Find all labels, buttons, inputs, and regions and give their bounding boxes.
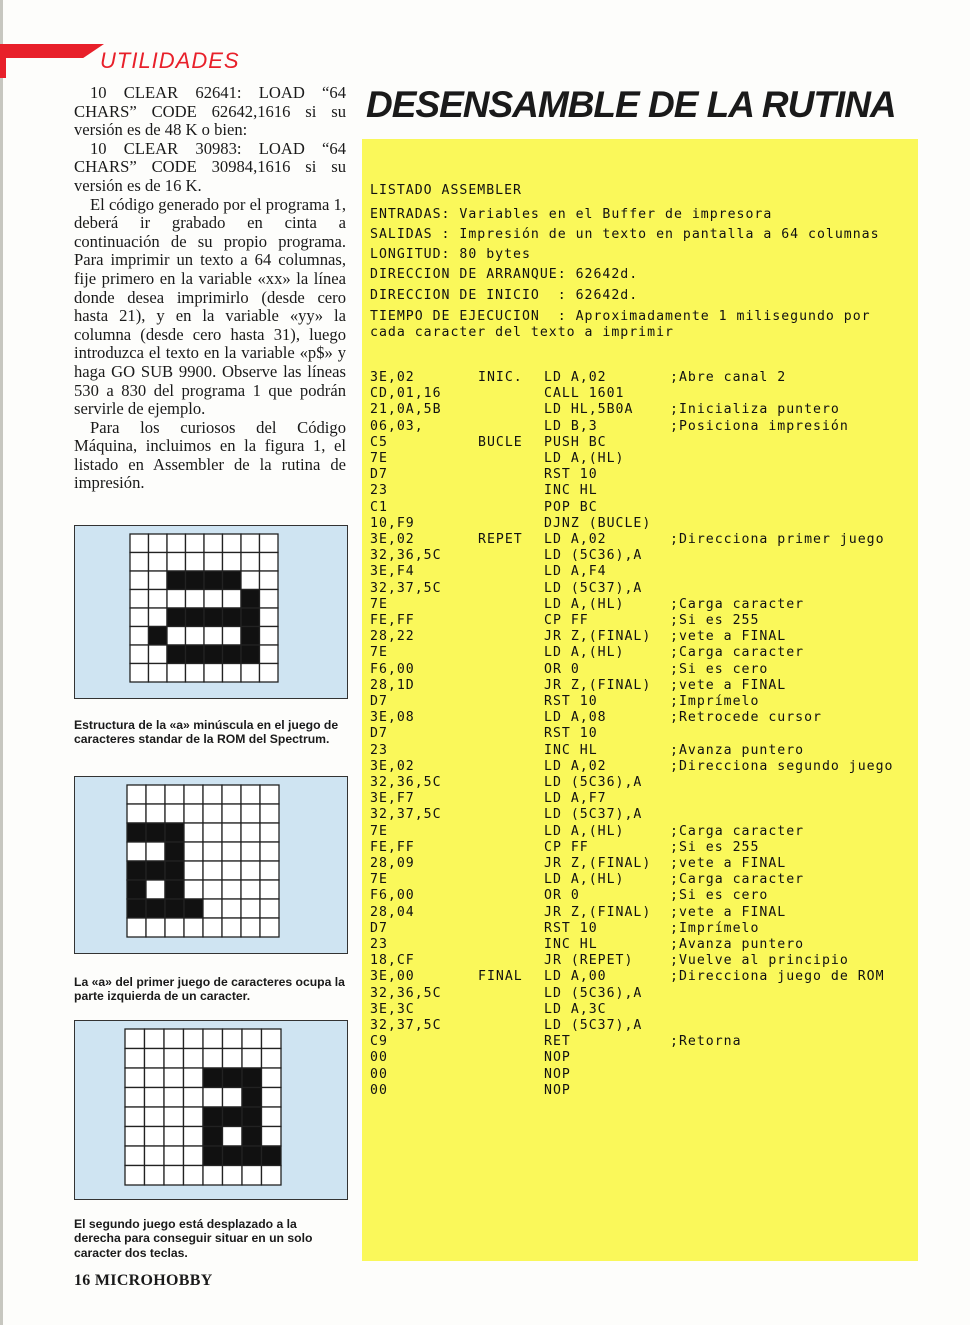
pixel-off: [125, 1166, 145, 1186]
code-hex: 28,09: [370, 856, 415, 871]
code-label: REPET: [478, 532, 523, 547]
caption-rom-a: Estructura de la «a» minúscula en el juego de caracteres standar de la ROM del Spectrum.: [74, 718, 339, 747]
code-instruction: JR Z,(FINAL): [544, 677, 652, 693]
code-hex: FE,FF: [370, 613, 415, 628]
code-instruction: LD A,(HL): [544, 596, 625, 612]
code-hex: 32,37,5C: [370, 580, 442, 596]
code-instruction: JR Z,(FINAL): [544, 856, 652, 871]
code-hex: 28,22: [370, 629, 415, 645]
body-paragraph: 10 CLEAR 30983: LOAD “64 CHARS” CODE 30984,1616 si su versión es de 16 K.: [74, 138, 346, 195]
pixel-off: [262, 1127, 282, 1147]
code-comment: ;vete a FINAL: [670, 677, 787, 693]
code-hex: 23: [370, 483, 388, 499]
listing-header-line: SALIDAS : Impresión de un texto en pantalla a 64 columnas: [370, 227, 880, 242]
code-row: [0, 921, 970, 937]
code-row: [0, 986, 970, 1002]
code-label: FINAL: [478, 969, 523, 985]
code-comment: ;Inicializa puntero: [670, 402, 840, 418]
pixel-on: [242, 1127, 262, 1147]
body-paragraph: 10 CLEAR 62641: LOAD “64 CHARS” CODE 62642,1616 si su versión es de 48 K o bien:: [74, 83, 346, 140]
code-hex: 7E: [370, 872, 388, 888]
pixel-off: [125, 1127, 145, 1147]
code-row: [0, 1083, 970, 1099]
code-instruction: LD (5C36),A: [544, 985, 643, 1001]
code-instruction: LD (5C37),A: [544, 807, 643, 823]
pixel-on: [242, 1146, 262, 1166]
code-instruction: CP FF: [544, 839, 589, 855]
code-instruction: OR 0: [544, 888, 580, 904]
code-instruction: JR (REPET): [544, 953, 634, 969]
code-hex: 3E,F7: [370, 791, 415, 807]
code-hex: 00: [370, 1066, 388, 1082]
code-comment: ;vete a FINAL: [670, 856, 787, 871]
code-comment: ;Carga caracter: [670, 596, 805, 612]
listing-header-line: ENTRADAS: Variables en el Buffer de impresora: [370, 207, 773, 222]
pixel-off: [125, 1107, 145, 1127]
code-hex: 32,37,5C: [370, 807, 442, 823]
code-hex: 10,F9: [370, 515, 415, 531]
code-row: [0, 370, 970, 386]
pixel-off: [223, 1166, 243, 1186]
code-instruction: LD A,(HL): [544, 645, 625, 661]
code-hex: 32,36,5C: [370, 775, 442, 790]
code-instruction: LD A,02: [544, 532, 607, 547]
code-instruction: RST 10: [544, 694, 598, 709]
code-row: [0, 419, 970, 435]
code-instruction: LD A,02: [544, 370, 607, 385]
section-banner-bar: [0, 44, 104, 58]
code-row: [0, 548, 970, 564]
code-row: [0, 953, 970, 969]
code-hex: 7E: [370, 451, 388, 466]
code-hex: C9: [370, 1034, 388, 1050]
code-instruction: LD (5C37),A: [544, 1018, 643, 1033]
code-comment: ;Retrocede cursor: [670, 710, 822, 726]
pixel-off: [223, 1127, 243, 1147]
code-row: [0, 386, 970, 402]
code-comment: ;Carga caracter: [670, 872, 805, 888]
code-instruction: LD (5C36),A: [544, 775, 643, 790]
code-hex: C1: [370, 499, 388, 515]
code-instruction: LD A,(HL): [544, 872, 625, 888]
code-comment: ;vete a FINAL: [670, 904, 787, 920]
code-row: [0, 678, 970, 694]
code-instruction: JR Z,(FINAL): [544, 904, 652, 920]
pixel-off: [145, 1107, 165, 1127]
code-row: [0, 775, 970, 791]
page-footer: 16 MICROHOBBY: [74, 1272, 213, 1289]
code-instruction: LD (5C36),A: [544, 548, 643, 564]
code-hex: D7: [370, 694, 388, 709]
pixel-off: [164, 1166, 184, 1186]
code-row: [0, 1018, 970, 1034]
code-row: [0, 402, 970, 418]
code-row: [0, 743, 970, 759]
section-banner-edge: [0, 58, 6, 78]
code-row: [0, 1002, 970, 1018]
code-instruction: CP FF: [544, 613, 589, 628]
code-hex: 28,04: [370, 904, 415, 920]
code-label: BUCLE: [478, 434, 523, 450]
code-row: [0, 532, 970, 548]
pixel-off: [164, 1146, 184, 1166]
code-row: [0, 451, 970, 467]
code-instruction: RST 10: [544, 467, 598, 483]
code-instruction: RET: [544, 1034, 571, 1050]
code-comment: ;Avanza puntero: [670, 937, 805, 952]
code-hex: 21,0A,5B: [370, 402, 442, 418]
code-comment: ;Retorna: [670, 1034, 742, 1050]
code-row: [0, 872, 970, 888]
code-instruction: NOP: [544, 1050, 571, 1066]
code-hex: 3E,08: [370, 710, 415, 726]
article-title: DESENSAMBLE DE LA RUTINA: [366, 84, 896, 125]
code-row: [0, 564, 970, 580]
body-paragraph: Para los curiosos del Código Máquina, incluimos en la figura 1, el listado en Assembler de la rutina de impresión.: [74, 417, 346, 493]
code-comment: ;Si es 255: [670, 613, 760, 628]
code-instruction: INC HL: [544, 742, 598, 758]
code-hex: 23: [370, 742, 388, 758]
listing-header-line: LISTADO ASSEMBLER: [370, 183, 522, 198]
pixel-off: [184, 1146, 204, 1166]
code-row: [0, 807, 970, 823]
listing-header-line: cada caracter del texto a imprimir: [370, 325, 674, 340]
code-instruction: LD HL,5B0A: [544, 402, 634, 418]
code-hex: 23: [370, 937, 388, 952]
code-row: [0, 856, 970, 872]
code-instruction: LD A,(HL): [544, 823, 625, 839]
code-instruction: LD A,3C: [544, 1001, 607, 1017]
code-instruction: OR 0: [544, 661, 580, 677]
code-row: [0, 726, 970, 742]
pixel-on: [262, 1146, 282, 1166]
code-row: [0, 1050, 970, 1066]
code-row: [0, 500, 970, 516]
body-paragraph: El código generado por el programa 1, deberá ir grabado en cinta a continuación de su propio programa. Para imprimir un texto a 64 columnas, fije primero en la variable «xx» la línea donde desea imprimirlo (desde cero hasta 21), y en la variable «yy» la columna (desde cero hasta 31), luego introduzca el texto en la variable «p$» y haga GO SUB 9900. Observe las líneas 530 a 830 del programa 1 que podrán servirle de ejemplo.: [74, 194, 346, 419]
code-comment: ;Direcciona primer juego: [670, 532, 885, 547]
code-row: [0, 597, 970, 613]
code-hex: 3E,02: [370, 758, 415, 774]
code-instruction: INC HL: [544, 937, 598, 952]
code-comment: ;Direcciona juego de ROM: [670, 969, 885, 985]
code-hex: F6,00: [370, 661, 415, 677]
pixel-on: [242, 1107, 262, 1127]
code-hex: D7: [370, 920, 388, 936]
listing-header-line: LONGITUD: 80 bytes: [370, 247, 531, 262]
code-hex: 18,CF: [370, 953, 415, 969]
code-instruction: LD A,08: [544, 710, 607, 726]
code-instruction: RST 10: [544, 920, 598, 936]
code-row: [0, 759, 970, 775]
code-hex: 3E,00: [370, 969, 415, 985]
pixel-off: [164, 1107, 184, 1127]
code-row: [0, 629, 970, 645]
code-hex: 3E,F4: [370, 564, 415, 580]
code-hex: 7E: [370, 645, 388, 661]
pixel-off: [145, 1166, 165, 1186]
code-comment: ;Si es cero: [670, 888, 769, 904]
code-row: [0, 694, 970, 710]
code-instruction: LD B,3: [544, 418, 598, 434]
code-comment: ;Carga caracter: [670, 823, 805, 839]
code-instruction: LD (5C37),A: [544, 580, 643, 596]
pixel-on: [203, 1107, 223, 1127]
code-row: [0, 483, 970, 499]
code-label: INIC.: [478, 370, 523, 385]
code-comment: ;Avanza puntero: [670, 742, 805, 758]
code-comment: ;Abre canal 2: [670, 370, 787, 385]
code-hex: 28,1D: [370, 677, 415, 693]
code-comment: ;Si es 255: [670, 839, 760, 855]
code-row: [0, 824, 970, 840]
code-comment: ;Imprímelo: [670, 920, 760, 936]
code-hex: D7: [370, 467, 388, 483]
pixel-off: [184, 1127, 204, 1147]
code-hex: 32,37,5C: [370, 1018, 442, 1033]
code-row: [0, 613, 970, 629]
section-banner: [0, 44, 250, 78]
code-instruction: LD A,F4: [544, 564, 607, 580]
code-comment: ;Carga caracter: [670, 645, 805, 661]
code-row: [0, 516, 970, 532]
pixel-off: [145, 1127, 165, 1147]
code-comment: ;Vuelve al principio: [670, 953, 849, 969]
code-hex: 7E: [370, 823, 388, 839]
code-row: [0, 1034, 970, 1050]
code-instruction: LD A,(HL): [544, 451, 625, 466]
code-instruction: RST 10: [544, 726, 598, 742]
pixel-off: [184, 1107, 204, 1127]
code-instruction: NOP: [544, 1082, 571, 1098]
listing-header-line: TIEMPO DE EJECUCION : Aproximadamente 1 milisegundo por: [370, 309, 871, 324]
code-hex: F6,00: [370, 888, 415, 904]
code-row: [0, 467, 970, 483]
code-comment: ;vete a FINAL: [670, 629, 787, 645]
code-row: [0, 581, 970, 597]
code-comment: ;Si es cero: [670, 661, 769, 677]
caption-second-set-a: El segundo juego está desplazado a la derecha para conseguir situar en un solo caracter dos teclas.: [74, 1217, 313, 1260]
code-instruction: CALL 1601: [544, 386, 625, 402]
section-title: UTILIDADES: [100, 48, 240, 73]
code-instruction: LD A,02: [544, 758, 607, 774]
code-instruction: LD A,00: [544, 969, 607, 985]
pixel-off: [262, 1166, 282, 1186]
code-instruction: PUSH BC: [544, 434, 607, 450]
listing-header-line: DIRECCION DE ARRANQUE: 62642d.: [370, 267, 639, 282]
code-row: [0, 710, 970, 726]
code-row: [0, 1067, 970, 1083]
code-hex: 00: [370, 1082, 388, 1098]
code-row: [0, 969, 970, 985]
pixel-off: [164, 1127, 184, 1147]
pixel-off: [242, 1166, 262, 1186]
code-row: [0, 840, 970, 856]
code-hex: 3E,3C: [370, 1001, 415, 1017]
code-comment: ;Posiciona impresión: [670, 418, 849, 434]
pixel-off: [145, 1146, 165, 1166]
code-row: [0, 937, 970, 953]
code-instruction: DJNZ (BUCLE): [544, 515, 652, 531]
code-hex: 7E: [370, 596, 388, 612]
pixel-off: [203, 1166, 223, 1186]
code-instruction: INC HL: [544, 483, 598, 499]
code-hex: CD,01,16: [370, 386, 442, 402]
listing-header-line: DIRECCION DE INICIO : 62642d.: [370, 288, 639, 303]
code-hex: 00: [370, 1050, 388, 1066]
code-row: [0, 888, 970, 904]
pixel-on: [223, 1146, 243, 1166]
code-row: [0, 905, 970, 921]
code-comment: ;Imprímelo: [670, 694, 760, 709]
code-hex: 32,36,5C: [370, 548, 442, 564]
code-hex: FE,FF: [370, 839, 415, 855]
code-hex: 06,03,: [370, 418, 424, 434]
code-hex: 3E,02: [370, 532, 415, 547]
code-instruction: LD A,F7: [544, 791, 607, 807]
code-hex: 3E,02: [370, 370, 415, 385]
code-hex: 32,36,5C: [370, 985, 442, 1001]
pixel-on: [223, 1107, 243, 1127]
code-instruction: POP BC: [544, 499, 598, 515]
code-instruction: NOP: [544, 1066, 571, 1082]
code-instruction: JR Z,(FINAL): [544, 629, 652, 645]
pixel-off: [125, 1146, 145, 1166]
code-comment: ;Direcciona segundo juego: [670, 758, 894, 774]
pixel-off: [262, 1107, 282, 1127]
pixel-off: [184, 1166, 204, 1186]
code-row: [0, 662, 970, 678]
code-hex: C5: [370, 434, 388, 450]
code-row: [0, 791, 970, 807]
caption-first-set-a: La «a» del primer juego de caracteres ocupa la parte izquierda de un caracter.: [74, 975, 345, 1004]
code-row: [0, 435, 970, 451]
pixel-on: [203, 1146, 223, 1166]
code-hex: D7: [370, 726, 388, 742]
code-row: [0, 645, 970, 661]
pixel-on: [203, 1127, 223, 1147]
